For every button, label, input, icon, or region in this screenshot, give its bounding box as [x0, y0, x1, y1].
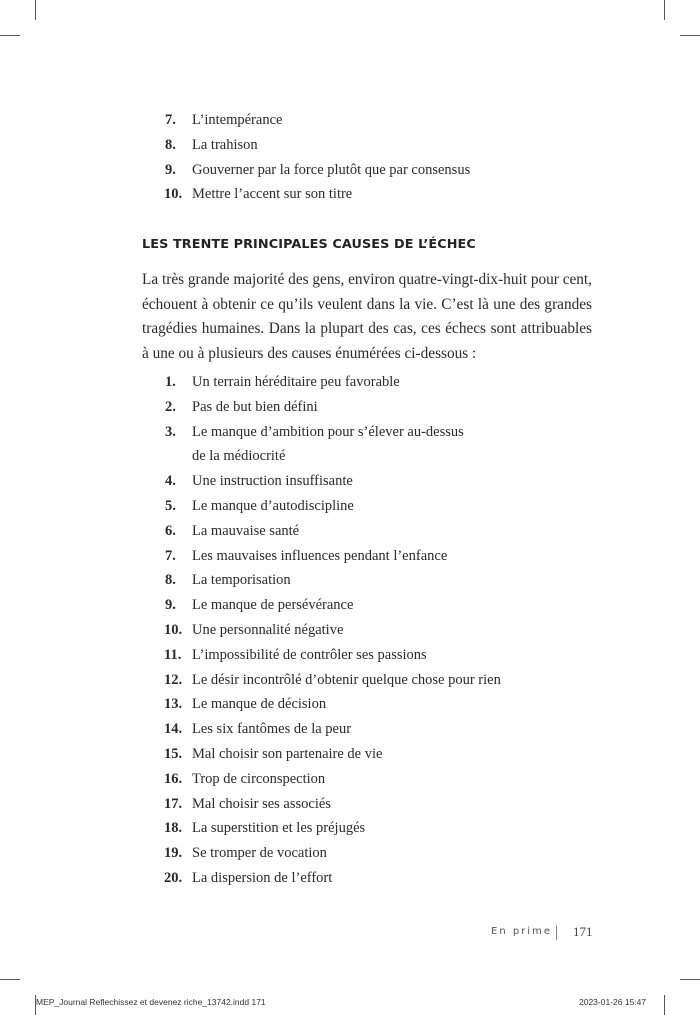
list-number: 18.: [164, 820, 183, 837]
list-number: 9.: [165, 161, 176, 178]
list-item: [165, 519, 501, 544]
list-number: 8.: [165, 572, 176, 589]
list-item: [165, 742, 501, 767]
list-number: 10.: [164, 186, 183, 203]
list-text: Mal choisir ses associés: [192, 795, 331, 812]
list-item: [165, 108, 470, 133]
list-text: Trop de circonspection: [192, 770, 326, 787]
causes-list: [165, 370, 501, 891]
list-text: L’impossibilité de contrôler ses passions: [192, 646, 427, 663]
list-text: La trahison: [192, 136, 258, 153]
page-number: 171: [573, 924, 593, 939]
list-text: Les six fantômes de la peur: [192, 721, 352, 738]
list-text: Le désir incontrôlé d’obtenir quelque chose pour rien: [192, 671, 501, 688]
list-number: 7.: [165, 112, 176, 128]
list-number: 10.: [164, 621, 183, 638]
list-item: [165, 395, 501, 420]
list-item: [165, 370, 501, 395]
list-text: Le manque d’ambition pour s’élever au-dessus: [192, 423, 464, 440]
list-item: [165, 158, 470, 183]
list-text: La dispersion de l’effort: [192, 869, 333, 886]
list-text: Mettre l’accent sur son titre: [192, 186, 353, 203]
list-number: 8.: [165, 136, 176, 153]
crop-mark: [680, 35, 700, 36]
crop-mark: [0, 35, 20, 36]
list-text: Mal choisir son partenaire de vie: [192, 745, 383, 762]
list-number: 3.: [165, 423, 176, 440]
list-number: 6.: [165, 522, 176, 539]
list-text: La temporisation: [192, 572, 291, 589]
list-item: [165, 866, 501, 891]
list-number: 7.: [165, 547, 176, 564]
list-number: 14.: [164, 721, 183, 738]
crop-mark: [0, 979, 20, 980]
list-item: [165, 668, 501, 693]
list-item: [165, 816, 501, 841]
list-text: Le manque de persévérance: [192, 597, 354, 614]
list-number: 11.: [164, 646, 182, 663]
list-number: 19.: [164, 845, 183, 862]
slug-timestamp: 2023-01-26 15:47: [579, 997, 647, 1007]
list-number: 4.: [165, 473, 176, 490]
list-item: [165, 643, 501, 668]
footer-divider: [556, 925, 557, 940]
list-number: 17.: [164, 795, 183, 812]
list-item: [165, 494, 501, 519]
list-item: [165, 717, 501, 742]
list-text: Gouverner par la force plutôt que par consensus: [192, 161, 471, 178]
list-item: [165, 692, 501, 717]
list-item: [165, 420, 501, 470]
list-number: 9.: [165, 597, 176, 614]
list-text: Se tromper de vocation: [192, 845, 327, 862]
list-text: L’intempérance: [192, 112, 283, 128]
list-item: [165, 133, 470, 158]
list-item: [165, 841, 501, 866]
list-text: Le manque d’autodiscipline: [192, 497, 354, 514]
list-item: [165, 593, 501, 618]
section-heading: LES TRENTE PRINCIPALES CAUSES DE L’ÉCHEC: [142, 237, 476, 252]
running-footer-section: En prime: [491, 926, 552, 937]
list-number: 16.: [164, 770, 183, 787]
list-number: 2.: [165, 398, 176, 415]
list-text: La mauvaise santé: [192, 522, 300, 539]
list-text: Une instruction insuffisante: [192, 473, 353, 490]
crop-mark: [664, 995, 665, 1015]
list-text: Le manque de décision: [192, 696, 327, 713]
list-text: Un terrain héréditaire peu favorable: [192, 374, 400, 390]
continued-list: [165, 108, 470, 207]
slug-filename: MEP_Journal Reflechissez et devenez riche_13742.indd 171: [36, 997, 266, 1007]
list-number: 1.: [165, 374, 176, 390]
list-text-continued: de la médiocrité: [192, 448, 286, 465]
list-number: 13.: [164, 696, 183, 713]
list-text: Pas de but bien défini: [192, 398, 318, 415]
list-text: Une personnalité négative: [192, 621, 344, 638]
list-item: [165, 618, 501, 643]
intro-paragraph: La très grande majorité des gens, environ quatre-vingt-dix-huit pour cent, échouent à obtenir ce qu’ils veulent dans la vie. C’est là une des grandes tragédies humaines. Dans la plupart des cas, ces échecs sont attribuables à une ou à plusieurs des causes énumérées ci-dessous :: [142, 271, 592, 362]
list-number: 5.: [165, 497, 176, 514]
list-number: 12.: [164, 671, 183, 688]
list-number: 15.: [164, 745, 183, 762]
list-item: [165, 767, 501, 792]
list-number: 20.: [164, 869, 183, 886]
list-item: [165, 182, 470, 207]
list-item: [165, 544, 501, 569]
list-item: [165, 469, 501, 494]
crop-mark: [680, 979, 700, 980]
list-text: La superstition et les préjugés: [192, 820, 366, 837]
crop-mark: [35, 0, 36, 20]
crop-mark: [664, 0, 665, 20]
list-text: Les mauvaises influences pendant l’enfance: [192, 547, 448, 564]
list-item: [165, 792, 501, 817]
list-item: [165, 568, 501, 593]
